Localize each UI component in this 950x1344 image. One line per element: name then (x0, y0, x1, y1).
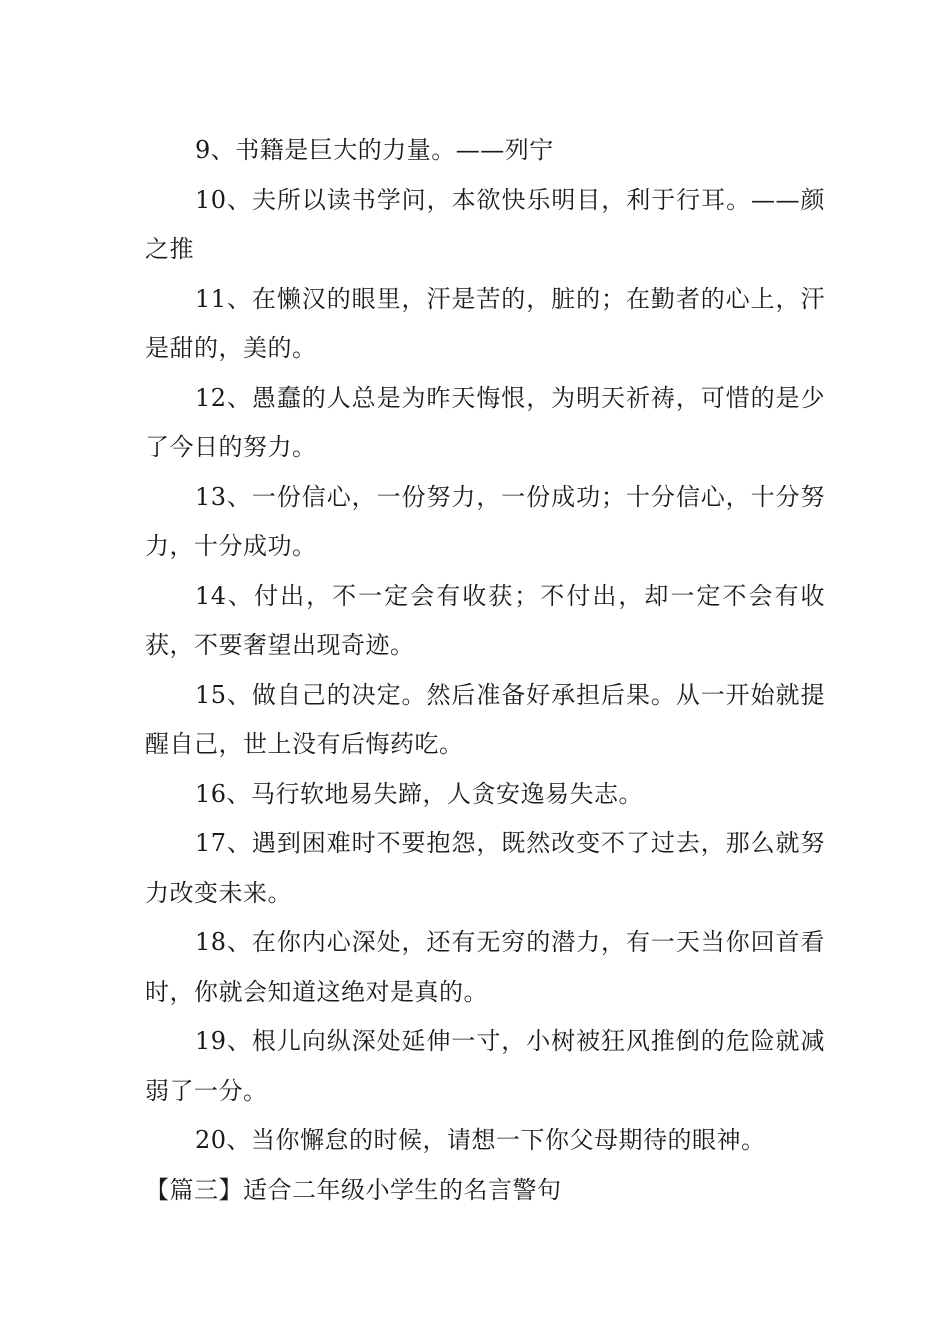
quote-paragraph-11: 11、在懒汉的眼里，汗是苦的，脏的；在勤者的心上，汗是甜的，美的。 (145, 284, 825, 362)
quote-paragraph-17: 17、遇到困难时不要抱怨，既然改变不了过去，那么就努力改变未来。 (145, 829, 825, 907)
quote-paragraph-16: 16、马行软地易失蹄，人贪安逸易失志。 (195, 779, 644, 808)
quote-paragraph-18: 18、在你内心深处，还有无穷的潜力，有一天当你回首看时，你就会知道这绝对是真的。 (145, 928, 825, 1006)
quote-paragraph-13: 13、一份信心，一份努力，一份成功；十分信心，十分努力，十分成功。 (145, 482, 825, 560)
quote-paragraph-12: 12、愚蠢的人总是为昨天悔恨，为明天祈祷，可惜的是少了今日的努力。 (145, 383, 825, 461)
section-heading: 【篇三】适合二年级小学生的名言警句 (145, 1175, 562, 1204)
quote-paragraph-19: 19、根儿向纵深处延伸一寸，小树被狂风推倒的危险就减弱了一分。 (145, 1027, 825, 1105)
quote-paragraph-9: 9、书籍是巨大的力量。——列宁 (195, 136, 554, 164)
quote-paragraph-14: 14、付出，不一定会有收获；不付出，却一定不会有收获，不要奢望出现奇迹。 (145, 581, 825, 659)
quote-paragraph-15: 15、做自己的决定。然后准备好承担后果。从一开始就提醒自己，世上没有后悔药吃。 (145, 680, 825, 758)
document-body (145, 126, 825, 1215)
quote-paragraph-20: 20、当你懈怠的时候，请想一下你父母期待的眼神。 (195, 1126, 766, 1154)
quote-paragraph-10: 10、夫所以读书学问，本欲快乐明目，利于行耳。——颜之推 (145, 185, 825, 263)
